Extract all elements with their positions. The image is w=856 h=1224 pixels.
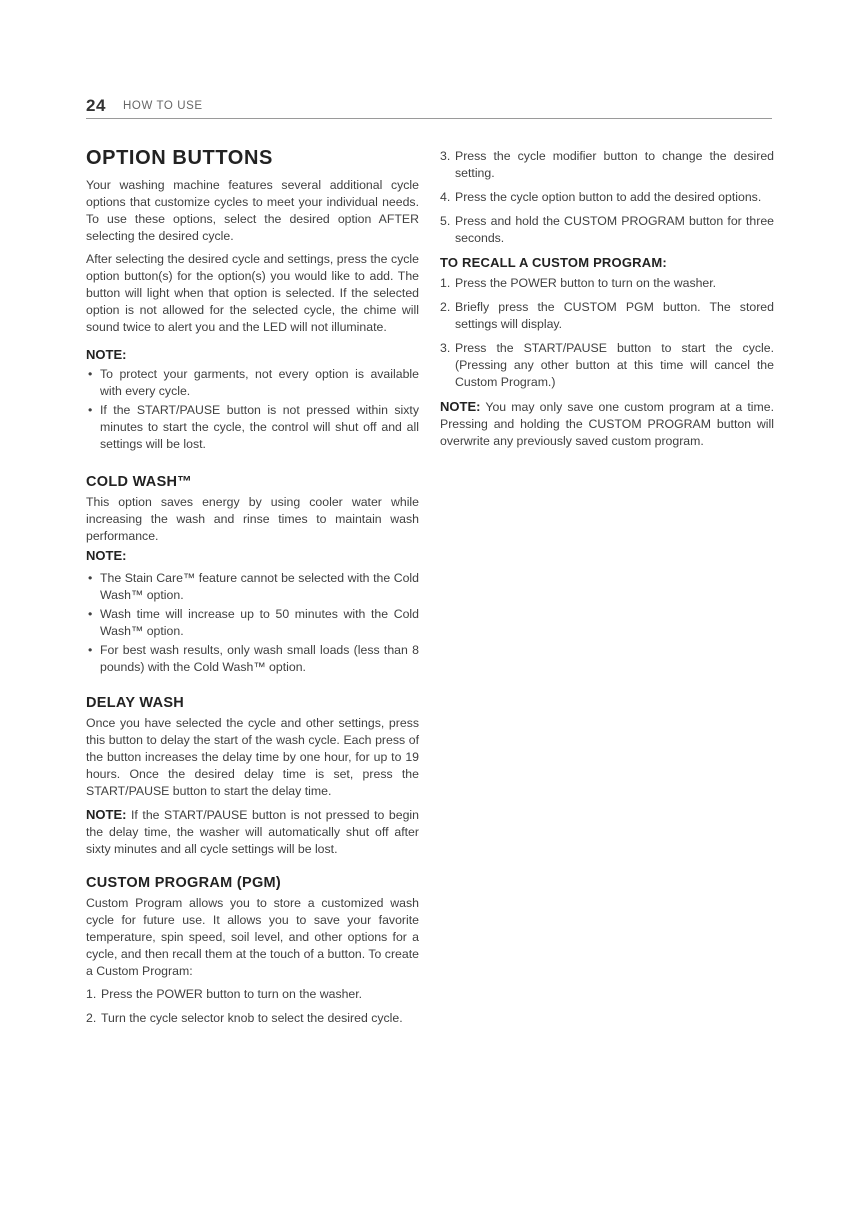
left-column xyxy=(86,146,419,1034)
step-text: Press and hold the CUSTOM PROGRAM button for three seconds. xyxy=(455,214,774,245)
section-label: HOW TO USE xyxy=(123,100,203,112)
delay-wash-title: DELAY WASH xyxy=(86,695,185,711)
cold-wash-note-label: NOTE: xyxy=(86,548,127,563)
step-item xyxy=(440,189,774,206)
step-number: 3. xyxy=(440,341,451,355)
page-number: 24 xyxy=(86,96,106,115)
cold-wash-notes xyxy=(86,570,419,676)
recall-steps xyxy=(440,275,774,391)
step-text: Press the cycle modifier button to change the desired setting. xyxy=(455,149,774,180)
step-number: 1. xyxy=(86,987,97,1001)
delay-wash-body: Once you have selected the cycle and other settings, press this button to delay the start of the wash cycle. Each press of the button increases the delay time by one hour, for up to 19 hours. Once the desired delay time is set, press the START/PAUSE button to start the delay time. xyxy=(86,716,419,798)
option-buttons-notes xyxy=(86,366,419,453)
custom-program-note-label: NOTE: xyxy=(440,399,481,414)
note-item: • The Stain Care™ feature cannot be selected with the Cold Wash™ option. xyxy=(86,570,419,604)
step-text: Press the START/PAUSE button to start the cycle. (Pressing any other button at this time will cancel the Custom Program.) xyxy=(455,341,774,389)
step-item xyxy=(440,299,774,333)
step-text: Press the POWER button to turn on the washer. xyxy=(101,987,363,1001)
step-item xyxy=(440,340,774,391)
note-item: • To protect your garments, not every option is available with every cycle. xyxy=(86,366,419,400)
step-number: 5. xyxy=(440,214,451,228)
cold-wash-body: This option saves energy by using cooler water while increasing the wash and rinse times to maintain wash performance. xyxy=(86,495,419,543)
step-text: Press the POWER button to turn on the washer. xyxy=(455,276,717,290)
step-text: Briefly press the CUSTOM PGM button. The stored settings will display. xyxy=(455,300,774,331)
custom-program-note xyxy=(440,398,774,450)
step-number: 3. xyxy=(440,149,451,163)
custom-program-title: CUSTOM PROGRAM (PGM) xyxy=(86,875,282,891)
step-number: 2. xyxy=(440,300,451,314)
delay-wash-note-label: NOTE: xyxy=(86,807,127,822)
option-buttons-title: OPTION BUTTONS xyxy=(86,147,273,169)
step-text: Turn the cycle selector knob to select the desired cycle. xyxy=(101,1011,403,1025)
step-item xyxy=(440,148,774,182)
step-item xyxy=(86,986,419,1003)
option-buttons-para1: Your washing machine features several additional cycle options that customize cycles to meet your individual needs. To use these options, select the desired option AFTER selecting the desired cycle. xyxy=(86,178,419,243)
option-buttons-note-label: NOTE: xyxy=(86,347,127,362)
step-number: 4. xyxy=(440,190,451,204)
note-item: • If the START/PAUSE button is not pressed within sixty minutes to start the cycle, the control will shut off and all settings will be lost. xyxy=(86,402,419,453)
page-header xyxy=(86,96,772,119)
step-text: Press the cycle option button to add the desired options. xyxy=(455,190,762,204)
custom-program-steps-left xyxy=(86,986,419,1027)
custom-program-body: Custom Program allows you to store a customized wash cycle for future use. It allows you to save your favorite temperature, spin speed, soil level, and other options for a cycle, and then recall them at the touch of a button. To create a Custom Program: xyxy=(86,896,419,978)
step-item xyxy=(440,275,774,292)
step-item xyxy=(86,1010,419,1027)
custom-program-note-text: You may only save one custom program at a time. Pressing and holding the CUSTOM PROGRAM button will overwrite any previously saved custom program. xyxy=(440,400,774,448)
option-buttons-para2: After selecting the desired cycle and settings, press the cycle option button(s) for the option(s) you would like to add. The button will light when that option is selected. If the selected option is not allowed for the selected cycle, the chime will sound twice to alert you and the LED will not illuminate. xyxy=(86,252,419,334)
right-column xyxy=(440,148,774,450)
cold-wash-title: COLD WASH™ xyxy=(86,474,193,490)
recall-title: TO RECALL A CUSTOM PROGRAM: xyxy=(440,255,667,270)
step-item xyxy=(440,213,774,247)
custom-program-steps-right xyxy=(440,148,774,247)
step-number: 2. xyxy=(86,1011,97,1025)
note-item: • For best wash results, only wash small loads (less than 8 pounds) with the Cold Wash™ option. xyxy=(86,642,419,676)
delay-wash-note xyxy=(86,806,419,858)
note-item: • Wash time will increase up to 50 minutes with the Cold Wash™ option. xyxy=(86,606,419,640)
step-number: 1. xyxy=(440,276,451,290)
delay-wash-note-text: If the START/PAUSE button is not pressed to begin the delay time, the washer will automatically shut off after sixty minutes and all cycle settings will be lost. xyxy=(86,808,419,856)
